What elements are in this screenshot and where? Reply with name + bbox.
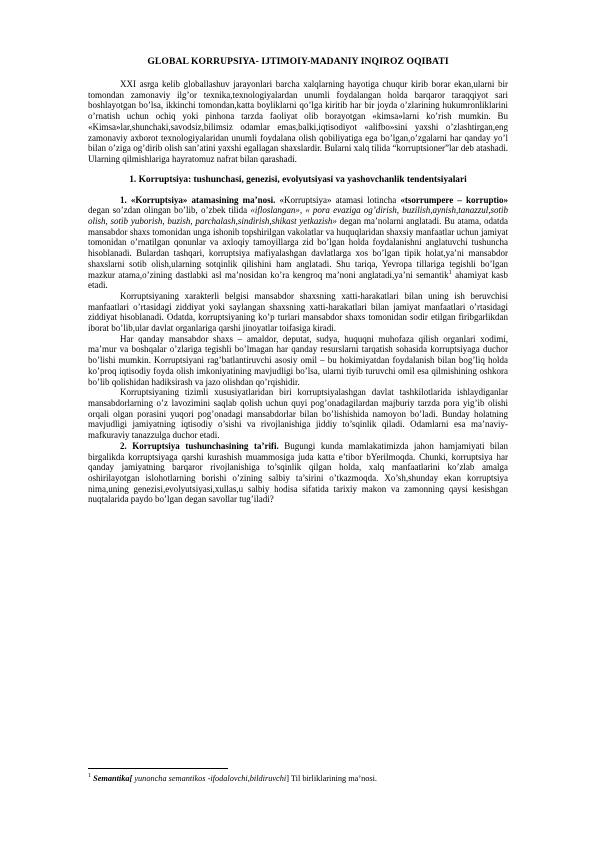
text-run: ahamiyat kasb etadi.: [88, 269, 509, 291]
paragraph-officials: Har qanday mansabdor shaxs – amaldor, deputat, sudya, huquqni muhofaza qilish organlari xodimi, ma’mur va boshqalar o’zlariga tegishli bo’lmagan har qanday resurslarni tarqatish sohasida korruptsiyaga duchor bo’lishi mumkin. Korruptsiyani rag’batlantiruvchi asosiy omil – bu hokimiyatdan foydalanish bilan bog’liq holda ko’proq iqtisodiy foyda olish imkoniyatining mavjudligi bo’lsa, ularni tiyib turuvchi omil esa qilmishining oshkora bo’lib qolishidan hadiksirash va jazo olishdan qo’rqishidir.: [88, 333, 508, 387]
paragraph-systemic: Korruptsiyaning tizimli xususiyatlaridan biri korruptsiyalashgan davlat tashkilotlarida ishlaydiganlar mansabdorlarning o’z lavozimini saqlab qolish uchun quyi pog’onadagilardan majburiy tarzda pora yig’ib olishi orqali olgan porasini yuqori pog’onadagi mansabdorlar bilan bo’lishishida namoyon bo’ladi. Bunday holatning mavjudligi jamiyatning iqtisodiy o’sishi va rivojlanishiga jiddiy to’sqinlik qiladi. Odamlarni esa ma’naviy-mafkuraviy tanazzulga duchor etadi.: [88, 387, 508, 441]
text-run: «Korruptsiya» atamasi lotincha: [275, 194, 401, 205]
paragraph-term-meaning: [88, 195, 508, 291]
footnote-term: Semantika[: [93, 774, 133, 783]
footnote-number: 1: [88, 773, 91, 780]
paragraph-characteristics: Korruptsiyaning xarakterli belgisi mansabdor shaxsning xatti-harakatlari bilan uning ish beruvchisi manfaatlari o’rtasidagi ziddiyat yoki saylangan shaxsning xatti-harakatlari bilan jamiyat manfaatlari o’rtasidagi ziddiyat hisoblanadi. Odatda, korruptsiyaning ko’p turlari mansabdor shaxs tomonidan sodir etilgan firibgarlikdan iborat bo’lib,ular davlat organlariga qarshi jinoyatlar toifasiga kiradi.: [88, 290, 508, 334]
text-run: degan so’zdan olingan bo’lib, o’zbek tilida: [88, 205, 251, 216]
footnote-gloss: yunoncha semantikos -ifodalovchi,bildiruvchi: [132, 774, 287, 783]
footnote-text: ] Til birliklarining ma’nosi.: [286, 774, 377, 783]
paragraph-lead: 1. «Korruptsiya» atamasining ma’nosi.: [120, 194, 276, 205]
footnote-divider: [88, 768, 228, 769]
text-run: Bugungi kunda mamlakatimizda jahon hamjamiyati bilan birgalikda korruptsiyaga qarshi kurashish muammosiga juda katta e’tibor bYerilmoqda. Chunki, korruptsiya har qanday jamiyatning barqaror rivojlanishiga to’sqinlik qilgan holda, xalq manfaatlarini ko’zlab amalga oshirilayotgan islohotlarning borishi o’zining salbiy ta’sirini o’tkazmoqda. Xo’sh,shunday ekan korruptsiya nima,uning genezisi,evolyutsiyasi,xullas,u salbiy hodisa sifatida tarixiy makon va zamonning qaysi kesishgan nuqtalarida paydo bo’lgan degan savollar tug’iladi?: [88, 440, 508, 505]
document-page: [88, 56, 508, 505]
section-heading: 1. Korruptsiya: tushunchasi, genezisi, evolyutsiyasi va yashovchanlik tendentsiyalari: [129, 174, 467, 185]
intro-paragraph: XXI asrga kelib globallashuv jarayonlari barcha xalqlarning hayotiga chuqur kirib borar ekan,ularni bir tomondan zamonaviy ilg’or texnika,texnologiyalardan unumli foydalangan holda barqaror taraqqiyot sari boshlayotgan bo’lsa, ikkinchi tomondan,katta boyliklarni qo’lga kiritib har bir joyda o’zlarining hukumronliklarini o’rnatish uchun ochiq yoki pinhona tarzda faoliyat olib borayotgan «kimsa»larni ko’rish mumkin. Bu «Kimsa»lar,shunchaki,savodsiz,bilimsiz odamlar emas,balki,iqtisodiyot «alifbo»sini yaxshi o’zlashtirgan,eng zamonaviy axborot texnologiyalaridan unumli foydalana olish qobiliyatiga ega bo’lgan,o’zgalarni har qanday yo’l bilan o’ziga og’dirib olish san’atini yaxshi egallagan shaxslardir. Bularni xalq tilida “korruptsioner”lar deb atashadi. Ularning qilmishlariga hayratomuz nafrat bilan qarashadi.: [88, 79, 508, 164]
footnote-ref[interactable]: 1: [448, 269, 452, 276]
footnote: [88, 774, 508, 784]
document-title: GLOBAL KORRUPSIYA- IJTIMOIY-MADANIY INQIROZ OQIBATI: [147, 56, 449, 67]
latin-term: «tsorrumpere – korruptio»: [400, 194, 508, 205]
paragraph-definition: [88, 441, 508, 505]
paragraph-lead: 2. Korruptsiya tushunchasining ta’rifi.: [120, 440, 279, 451]
term-gloss: «ifloslangan», « pora evaziga og’dirish, buzilish,aynish,tanazzul,sotib olish, sotib yuborish, buzish, parchalash,sindirish,shikast yetkazish»: [88, 205, 508, 227]
text-run: degan ma’nolarni anglatadi. Bu atama, odatda mansabdor shaxs tomonidan unga ishonib topshirilgan vakolatlar va huquqlaridan shaxsiy manfaatlar uchun jamiyat tomonidan o’rnatilgan qonunlar va axloqiy tamoyillarga zid bo’lgan holda foydalanishni anglatuvchi tushuncha hisoblanadi. Bulardan tashqari, korruptsiya mafiyalashgan davlatlarga xos bo’lgan tipik holat,ya’ni mansabdor shaxslarni sotib olish,ularning sotqinlik qilishini ham anglatadi. Shu tariqa, Yevropa tillariga tegishli bo’lgan mazkur atama,o’zining dastlabki asl ma’nosidan ko’ra kengroq ma’noni anglatadi,ya’ni semantik: [88, 216, 509, 280]
